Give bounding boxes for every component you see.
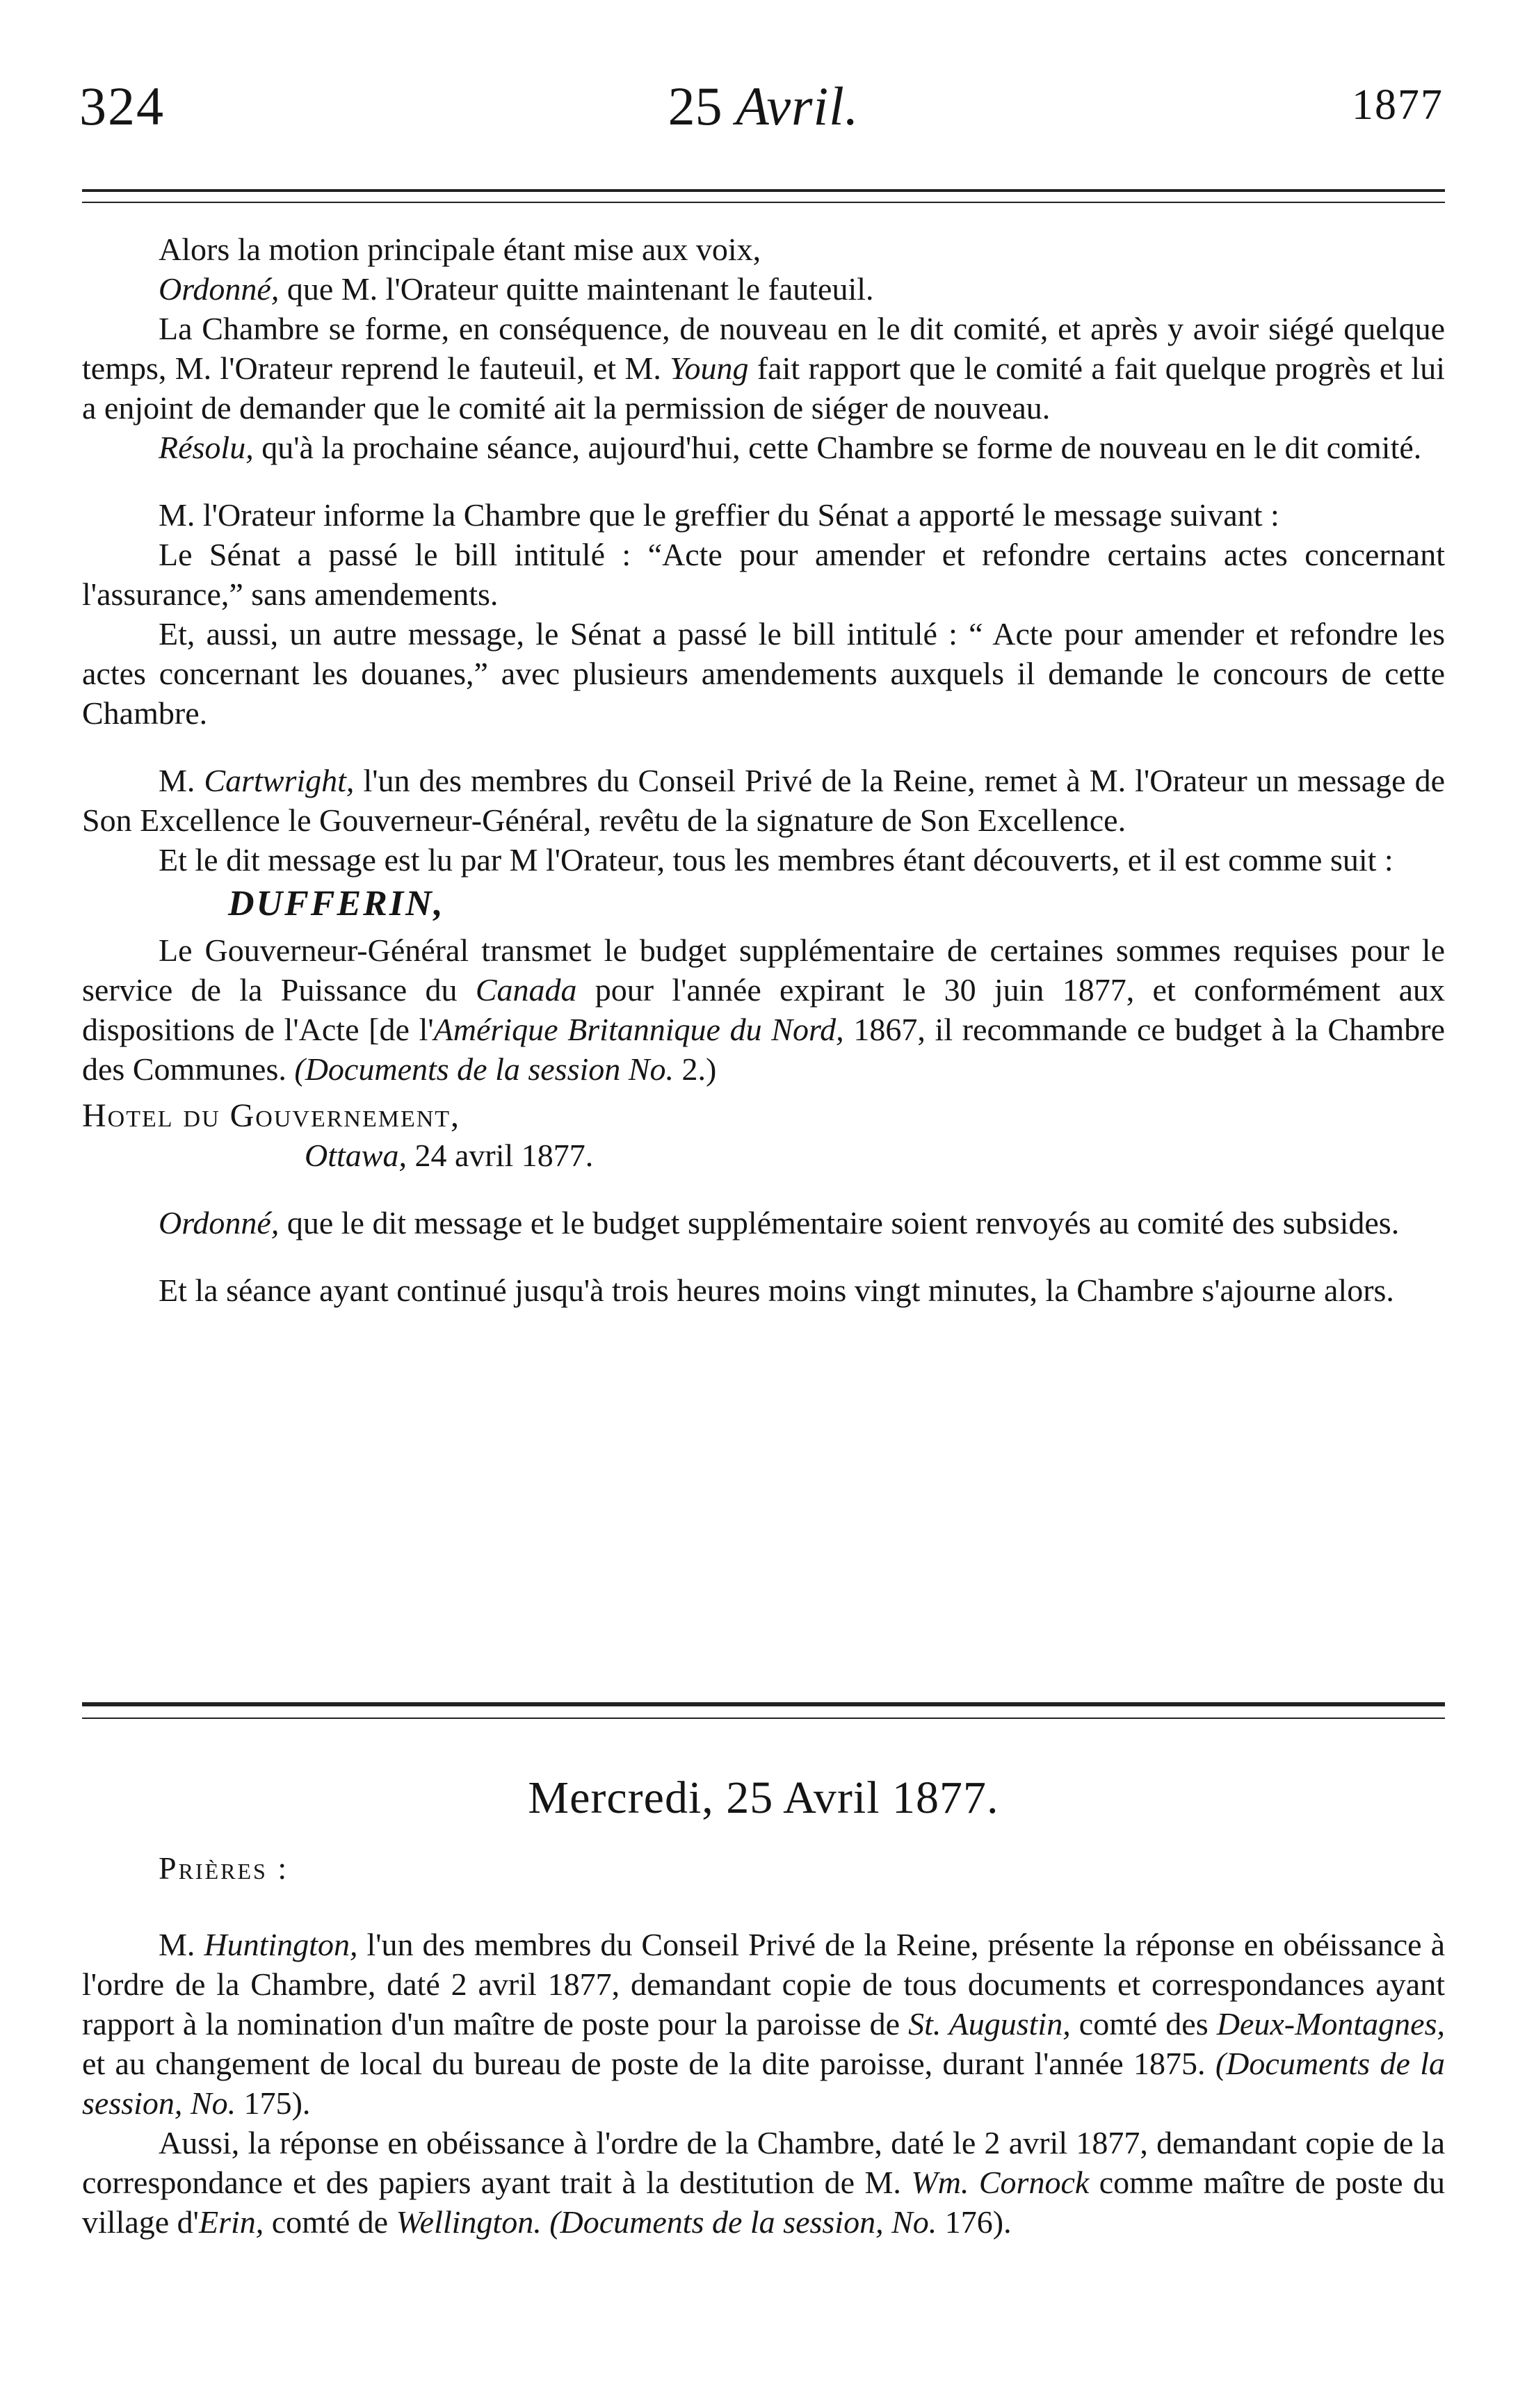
running-head [0,75,1527,152]
spacer [82,733,1445,761]
paragraph-budget [82,930,1445,1089]
ordonne-label: Ordonné, [159,271,280,307]
resolu-text: qu'à la prochaine séance, aujourd'hui, cette Chambre se forme de nouveau en le dit comité. [253,430,1422,465]
budget-text-c: 1867, il recommande ce budget à la Chambre des Communes. [82,1012,1445,1087]
header-day: 25 [668,76,722,136]
budget-text-b: pour l'année expirant le 30 juin 1877, et conformément aux dispositions de l'Acte [de l' [82,972,1445,1047]
prieres-label: Prières : [159,1850,289,1886]
bill-douanes-text: Et, aussi, un autre message, le Sénat a passé le bill intitulé : “ Acte pour amender et refondre les actes concernant les douanes,” avec plusieurs amendements auxquels il demande le concours de cette Chambre. [82,616,1445,731]
ordonne-text-2: que le dit message et le budget supplémentaire soient renvoyés au comité des subsides. [279,1205,1400,1241]
documents-number-176: 176). [937,2204,1012,2240]
budget-text-a: Le Gouverneur-Général transmet le budget supplémentaire de certaines sommes requises pour le service de la Puissance du [82,932,1445,1008]
huntington-text-a: M. [159,1927,204,1962]
documents-number: 2.) [673,1051,717,1087]
huntington-text-c: comté des [1070,2006,1217,2042]
spacer [82,1243,1445,1270]
resolu-label: Résolu, [159,430,254,465]
dateline-city: Ottawa, [305,1138,407,1173]
huntington-text-b: l'un des membres du Conseil Privé de la Reine, présente la réponse en obéissance à l'ordre de la Chambre, daté 2 avril 1877, demandant copie de tous documents et correspondances ayant rapport à la nomination d'un maître de poste pour la paroisse de [82,1927,1445,2042]
header-month: Avril. [736,76,859,136]
documents-ref: (Documents de la session No. [294,1051,674,1087]
bill-assurance-text: Le Sénat a passé le bill intitulé : “Acte pour amender et refondre certains actes concernant l'assurance,” sans amendements. [82,537,1445,612]
paragraph-cartwright [82,761,1445,840]
cornock-text-c: comté de [264,2204,396,2240]
cartwright-text-b: l'un des membres du Conseil Privé de la Reine, remet à M. l'Orateur un message de Son Excellence le Gouverneur-Général, revêtu de la signature de Son Excellence. [82,763,1445,838]
signature-dufferin: DUFFERIN, [228,884,445,923]
paragraph-ordonne-2 [82,1203,1445,1243]
canada-name: Canada [475,972,577,1008]
message-lu-text: Et le dit message est lu par M l'Orateur, tous les membres étant découverts, et il est comme suit : [159,842,1393,878]
ajourne-text: Et la séance ayant continué jusqu'à trois heures moins vingt minutes, la Chambre s'ajourne alors. [159,1272,1394,1308]
page-number: 324 [79,76,165,136]
documents-ref-176: (Documents de la session, No. [549,2204,937,2240]
acte-amerique: Amérique Britannique du Nord, [433,1012,844,1047]
ordonne-text: que M. l'Orateur quitte maintenant le fauteuil. [279,271,874,307]
body-text-top [82,229,1445,1310]
paragraph-bill-assurance [82,535,1445,614]
documents-ref-175: (Documents de la session, No. [82,2046,1446,2121]
paragraph-bill-douanes [82,614,1445,733]
spacer [82,1175,1445,1203]
header-date [0,75,1527,138]
cornock-text-a: Aussi, la réponse en obéissance à l'ordre de la Chambre, daté le 2 avril 1877, demandant copie de la correspondance et des papiers ayant trait à la destitution de M. [82,2125,1445,2200]
comte-wellington: Wellington. [396,2204,542,2240]
body-text-bottom [82,1925,1445,2242]
cartwright-text-a: M. [159,763,204,798]
village-name: Erin, [198,2204,264,2240]
dateline-city-date [82,1136,1445,1175]
paragraph-comite [82,309,1445,428]
paragraph-motion [82,229,1445,269]
paragraph-ordonne-1 [82,269,1445,309]
dateline-place: Hotel du Gouvernement, [82,1097,461,1134]
huntington-text-d: et au changement de local du bureau de poste de la dite paroisse, durant l'année 1875. [82,2046,1215,2081]
comite-text-a: La Chambre se forme, en conséquence, de nouveau en le dit comité, et après y avoir siégé quelque temps, M. l'Orateur reprend le fauteuil, et M. [82,311,1445,386]
member-huntington: Huntington, [204,1927,358,1962]
ordonne-label-2: Ordonné, [159,1205,280,1241]
spacer [82,467,1445,495]
comte-name: Deux-Montagnes, [1216,2006,1445,2042]
cornock-name: Wm. Cornock [911,2165,1090,2200]
header-rule [82,189,1445,203]
paragraph-ajourne [82,1270,1445,1310]
paragraph-senat-message [82,495,1445,535]
motion-text: Alors la motion principale étant mise aux voix, [159,232,761,267]
section-rule [82,1702,1445,1719]
senat-message-text: M. l'Orateur informe la Chambre que le greffier du Sénat a apporté le message suivant : [159,497,1279,533]
paragraph-message-lu [82,840,1445,880]
member-cartwright: Cartwright, [204,763,355,798]
paroisse-name: St. Augustin, [908,2006,1071,2042]
dateline [82,1096,1445,1175]
day-heading: Mercredi, 25 Avril 1877. [528,1772,999,1823]
dateline-date: 24 avril 1877. [406,1138,594,1173]
paragraph-resolu [82,428,1445,467]
comite-text-b: fait rapport que le comité a fait quelque progrès et lui a enjoint de demander que le comité ait la permission de siéger de nouveau. [82,350,1445,426]
header-year: 1877 [1352,81,1444,129]
documents-number-175: 175). [236,2085,311,2121]
member-young: Young [670,350,749,386]
cornock-text-b: comme maître de poste du village d' [82,2165,1445,2240]
paragraph-huntington [82,1925,1445,2123]
paragraph-cornock [82,2123,1445,2242]
